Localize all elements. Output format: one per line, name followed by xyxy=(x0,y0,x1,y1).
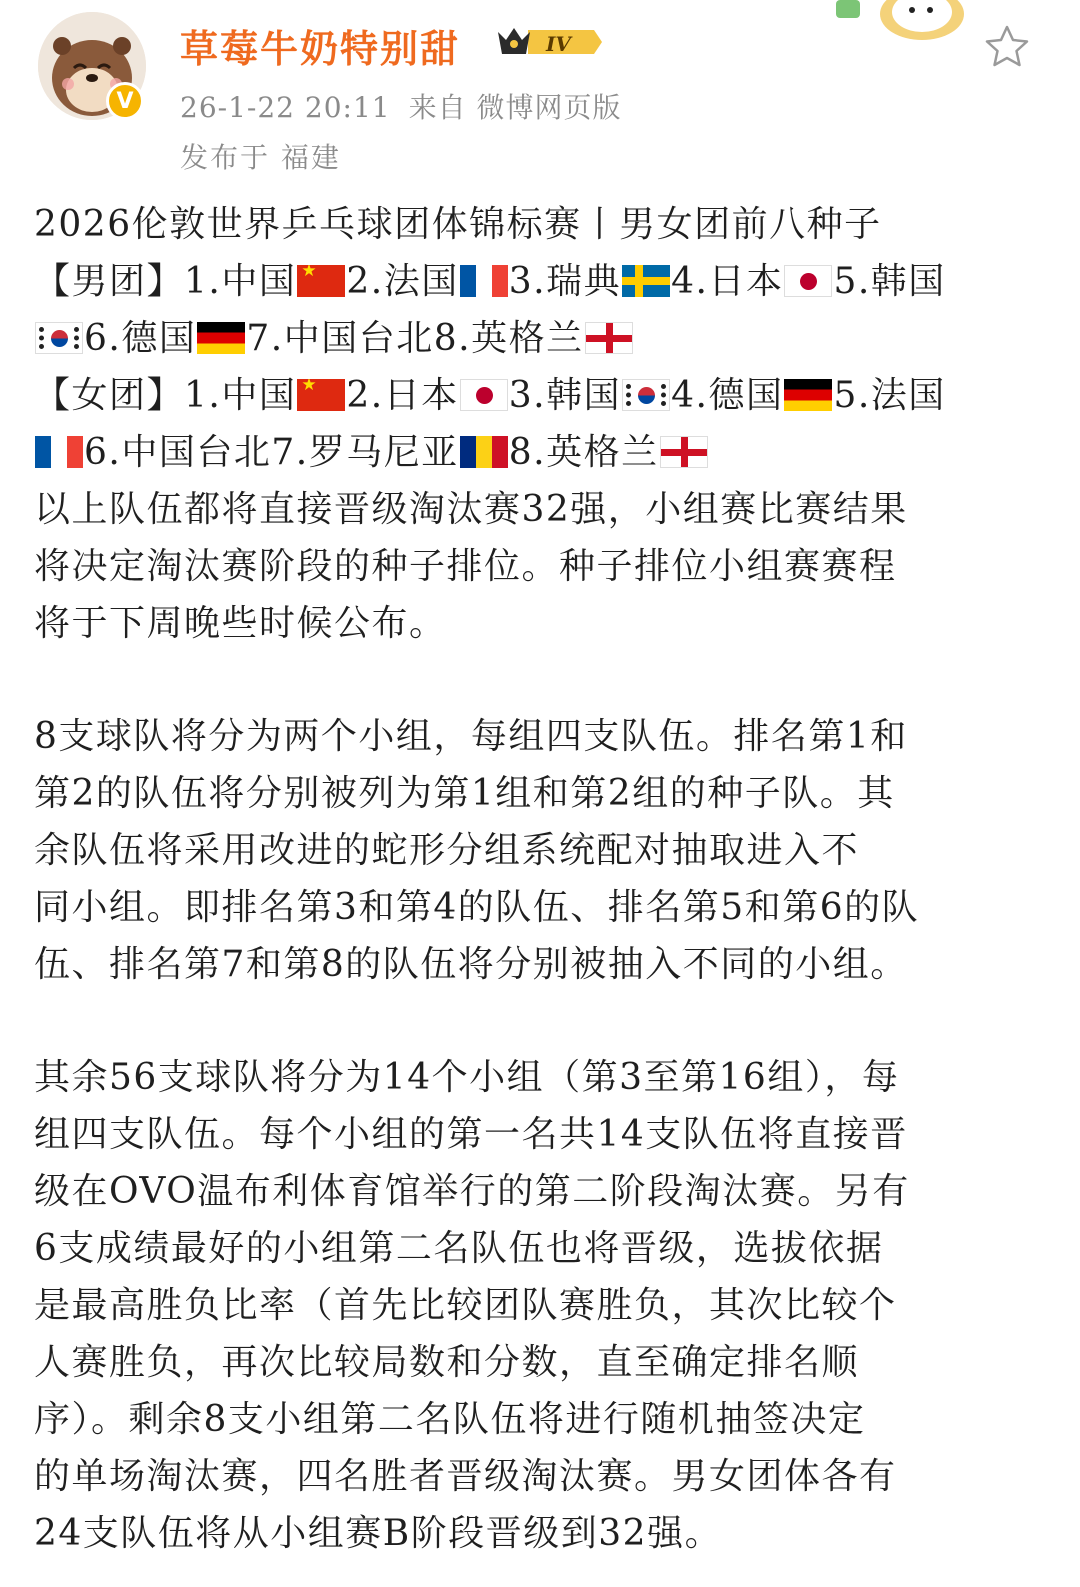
women-seed-8: 8.英格兰 xyxy=(508,432,659,473)
paragraph-3-line: 人赛胜负，再次比较局数和分数，直至确定排名顺 xyxy=(34,1342,860,1383)
women-seed-6: 6.中国台北 xyxy=(84,432,272,473)
men-seed-7: 7.中国台北 xyxy=(246,318,434,359)
korea-flag-icon xyxy=(35,322,83,354)
women-label: 【女团】 xyxy=(34,375,185,416)
men-label: 【男团】 xyxy=(34,261,185,302)
women-seed-3: 3.韩国 xyxy=(508,375,622,416)
germany-flag-icon xyxy=(784,379,832,411)
paragraph-3-line: 组四支队伍。每个小组的第一名共14支队伍将直接晋 xyxy=(34,1114,908,1155)
france-flag-icon xyxy=(460,265,508,297)
england-flag-icon xyxy=(585,322,633,354)
paragraph-3-line: 6支成绩最好的小组第二名队伍也将晋级，选拔依据 xyxy=(34,1228,884,1269)
men-seed-4: 4.日本 xyxy=(671,261,784,302)
paragraph-2-line: 余队伍将采用改进的蛇形分组系统配对抽取进入不 xyxy=(34,830,860,871)
paragraph-2-line: 同小组。即排名第3和第4的队伍、排名第5和第6的队 xyxy=(34,887,920,928)
paragraph-3-line: 其余56支球队将分为14个小组（第3至第16组），每 xyxy=(34,1057,900,1098)
japan-flag-icon xyxy=(784,265,832,297)
women-seed-4: 4.德国 xyxy=(671,375,784,416)
china-flag-icon xyxy=(297,265,345,297)
paragraph-3-line: 的单场淘汰赛，四名胜者晋级淘汰赛。男女团体各有 xyxy=(34,1456,897,1497)
england-flag-icon xyxy=(660,436,708,468)
men-seed-6: 6.德国 xyxy=(84,318,197,359)
germany-flag-icon xyxy=(197,322,245,354)
paragraph-1-line: 以上队伍都将直接晋级淘汰赛32强，小组赛比赛结果 xyxy=(34,489,908,530)
men-seed-2: 2.法国 xyxy=(346,261,459,302)
women-seed-5: 5.法国 xyxy=(833,375,946,416)
women-seed-1: 1.中国 xyxy=(184,375,297,416)
cartoon-sticker xyxy=(830,0,965,45)
post-location: 发布于 福建 xyxy=(180,141,341,174)
post-header xyxy=(0,0,1080,190)
men-line-2 xyxy=(34,310,1044,367)
paragraph-gap xyxy=(34,993,1044,1049)
china-flag-icon xyxy=(297,379,345,411)
post-body xyxy=(34,196,1044,1562)
post-title: 2026伦敦世界乒乓球团体锦标赛丨男女团前八种子 xyxy=(34,204,882,245)
men-seed-1: 1.中国 xyxy=(184,261,297,302)
paragraph-3-line: 24支队伍将从小组赛B阶段晋级到32强。 xyxy=(34,1513,723,1554)
level-label: IV xyxy=(546,32,571,56)
women-seed-7: 7.罗马尼亚 xyxy=(271,432,459,473)
star-icon[interactable] xyxy=(984,24,1030,70)
timestamp: 26-1-22 20:11 xyxy=(180,91,391,124)
men-seed-5: 5.韩国 xyxy=(833,261,946,302)
paragraph-1-line: 将决定淘汰赛阶段的种子排位。种子排位小组赛赛程 xyxy=(34,546,897,587)
verified-badge-icon: V xyxy=(106,82,144,120)
romania-flag-icon xyxy=(460,436,508,468)
men-line-1 xyxy=(34,253,1044,310)
paragraph-2-line: 第2的队伍将分别被列为第1组和第2组的种子队。其 xyxy=(34,773,895,814)
username[interactable]: 草莓牛奶特别甜 xyxy=(180,26,461,71)
paragraph-3-line: 序）。剩余8支小组第二名队伍将进行随机抽签决定 xyxy=(34,1399,866,1440)
men-seed-3: 3.瑞典 xyxy=(508,261,622,302)
women-seed-2: 2.日本 xyxy=(346,375,459,416)
crown-level-icon[interactable] xyxy=(494,22,604,62)
post-source[interactable]: 来自 微博网页版 xyxy=(408,91,622,124)
japan-flag-icon xyxy=(460,379,508,411)
paragraph-3-line: 级在OVO温布利体育馆举行的第二阶段淘汰赛。另有 xyxy=(34,1171,910,1212)
men-seed-8: 8.英格兰 xyxy=(433,318,584,359)
paragraph-gap xyxy=(34,652,1044,708)
post-meta xyxy=(180,86,622,126)
france-flag-icon xyxy=(35,436,83,468)
paragraph-2-line: 伍、排名第7和第8的队伍将分别被抽入不同的小组。 xyxy=(34,944,908,985)
korea-flag-icon xyxy=(622,379,670,411)
paragraph-3-line: 是最高胜负比率（首先比较团队赛胜负，其次比较个 xyxy=(34,1285,897,1326)
paragraph-2-line: 8支球队将分为两个小组，每组四支队伍。排名第1和 xyxy=(34,716,908,757)
sweden-flag-icon xyxy=(622,265,670,297)
women-line-1 xyxy=(34,367,1044,424)
paragraph-1-line: 将于下周晚些时候公布。 xyxy=(34,603,447,644)
women-line-2 xyxy=(34,424,1044,481)
